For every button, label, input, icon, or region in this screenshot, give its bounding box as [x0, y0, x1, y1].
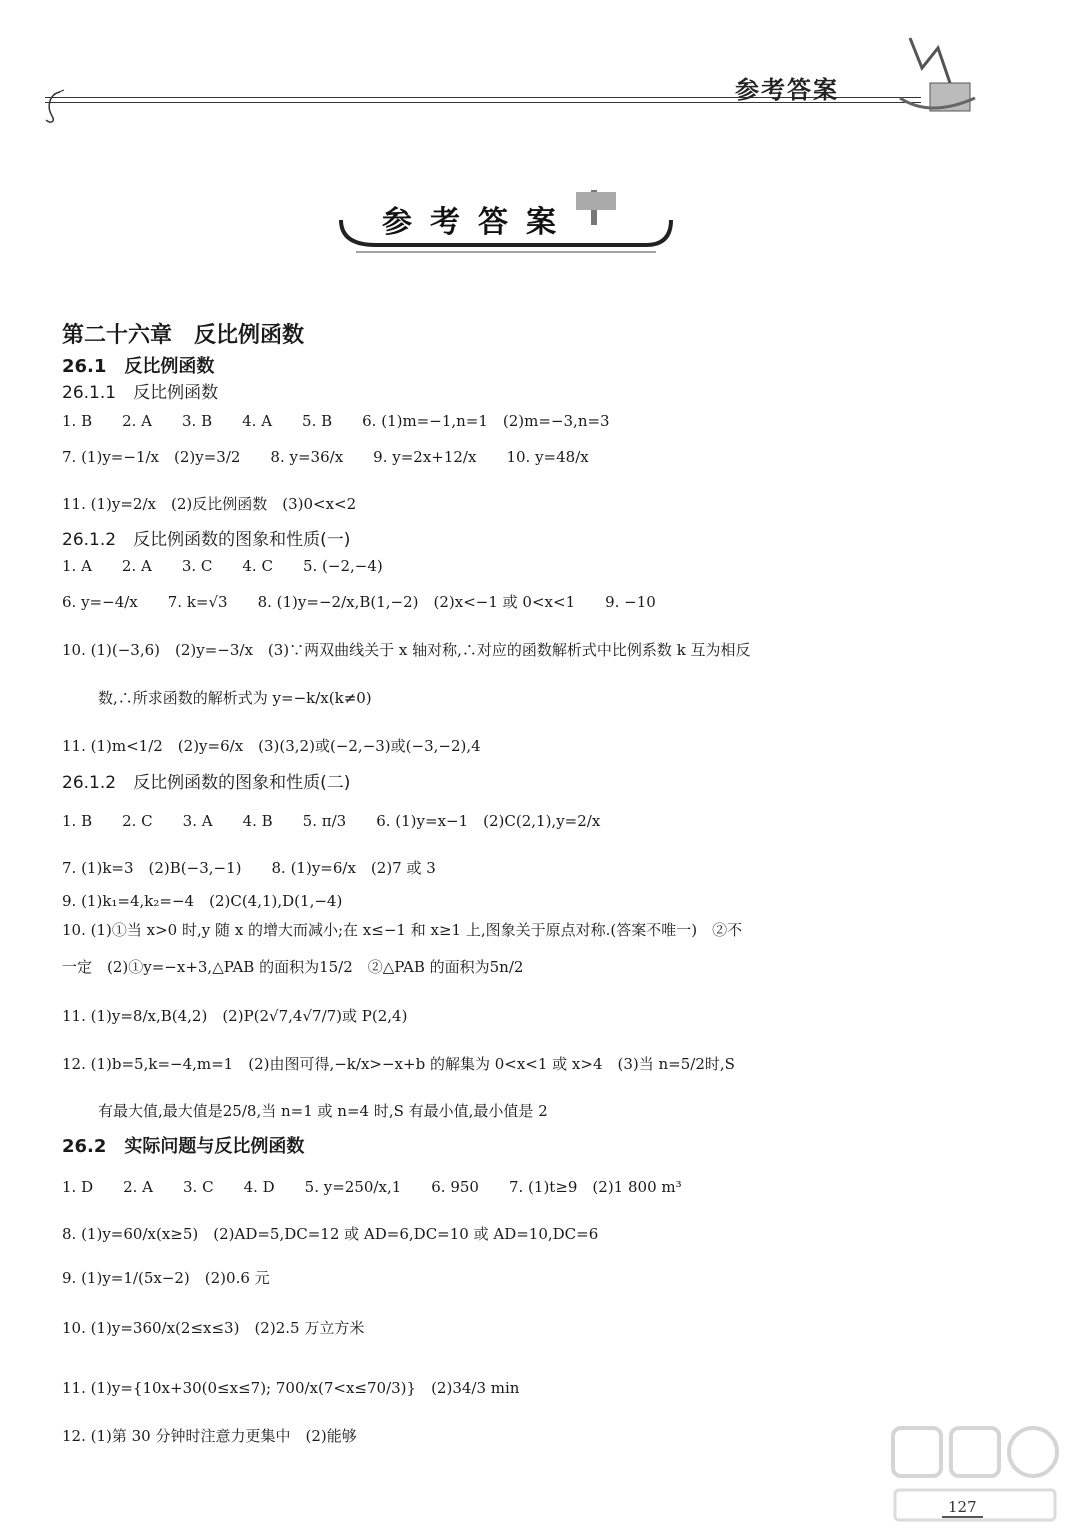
chapter-heading: 第二十六章 反比例函数	[62, 323, 305, 348]
page-number: 127	[942, 1498, 983, 1518]
answer-line: 有最大值,最大值是25/8,当 n=1 或 n=4 时,S 有最小值,最小值是 2	[98, 1102, 548, 1120]
page-title: 参考答案	[382, 205, 574, 240]
answer-line: 11. (1)y=2/x (2)反比例函数 (3)0<x<2	[62, 495, 357, 513]
answer-line: 1. A 2. A 3. C 4. C 5. (−2,−4)	[62, 557, 383, 575]
answer-line: 数,∴所求函数的解析式为 y=−k/x(k≠0)	[98, 689, 372, 707]
answer-line: 12. (1)第 30 分钟时注意力更集中 (2)能够	[62, 1427, 357, 1445]
answer-line: 12. (1)b=5,k=−4,m=1 (2)由图可得,−k/x>−x+b 的解集为 0<x<1 或 x>4 (3)当 n=5/2时,S	[62, 1055, 735, 1073]
section-heading: 26.2 实际问题与反比例函数	[62, 1136, 305, 1157]
swirl-ornament-icon	[40, 86, 80, 126]
answer-line: 10. (1)y=360/x(2≤x≤3) (2)2.5 万立方米	[62, 1319, 365, 1337]
answer-line: 1. D 2. A 3. C 4. D 5. y=250/x,1 6. 950 7. (1)t≥9 (2)1 800 m³	[62, 1178, 682, 1196]
section-heading: 26.1 反比例函数	[62, 356, 215, 377]
answer-line: 11. (1)y={10x+30(0≤x≤7); 700/x(7<x≤70/3)} (2)34/3 min	[62, 1379, 520, 1397]
subsection-heading: 26.1.2 反比例函数的图象和性质(一)	[62, 530, 351, 550]
answer-line: 11. (1)y=8/x,B(4,2) (2)P(2√7,4√7/7)或 P(2,4)	[62, 1007, 408, 1025]
answer-line: 7. (1)k=3 (2)B(−3,−1) 8. (1)y=6/x (2)7 或 3	[62, 859, 436, 877]
answer-line: 11. (1)m<1/2 (2)y=6/x (3)(3,2)或(−2,−3)或(−3,−2),4	[62, 737, 481, 755]
subsection-heading: 26.1.2 反比例函数的图象和性质(二)	[62, 773, 351, 793]
book-ornament-icon	[880, 28, 990, 123]
answer-line: 1. B 2. A 3. B 4. A 5. B 6. (1)m=−1,n=1 (2)m=−3,n=3	[62, 412, 610, 430]
answer-line: 10. (1)①当 x>0 时,y 随 x 的增大而减小;在 x≤−1 和 x≥1 上,图象关于原点对称.(答案不唯一) ②不	[62, 921, 743, 939]
answer-line: 6. y=−4/x 7. k=√3 8. (1)y=−2/x,B(1,−2) (2)x<−1 或 0<x<1 9. −10	[62, 593, 656, 611]
answer-line: 10. (1)(−3,6) (2)y=−3/x (3)∵两双曲线关于 x 轴对称,∴对应的函数解析式中比例系数 k 互为相反	[62, 641, 751, 659]
subsection-heading: 26.1.1 反比例函数	[62, 383, 219, 403]
answer-line: 一定 (2)①y=−x+3,△PAB 的面积为15/2 ②△PAB 的面积为5n/2	[62, 958, 524, 976]
answer-line: 9. (1)y=1/(5x−2) (2)0.6 元	[62, 1269, 270, 1287]
answer-line: 8. (1)y=60/x(x≥5) (2)AD=5,DC=12 或 AD=6,DC=10 或 AD=10,DC=6	[62, 1225, 599, 1243]
answer-line: 7. (1)y=−1/x (2)y=3/2 8. y=36/x 9. y=2x+12/x 10. y=48/x	[62, 448, 589, 466]
answer-line: 9. (1)k₁=4,k₂=−4 (2)C(4,1),D(1,−4)	[62, 892, 343, 910]
running-header-title: 参考答案	[735, 75, 839, 104]
answer-line: 1. B 2. C 3. A 4. B 5. π/3 6. (1)y=x−1 (2)C(2,1),y=2/x	[62, 812, 601, 830]
